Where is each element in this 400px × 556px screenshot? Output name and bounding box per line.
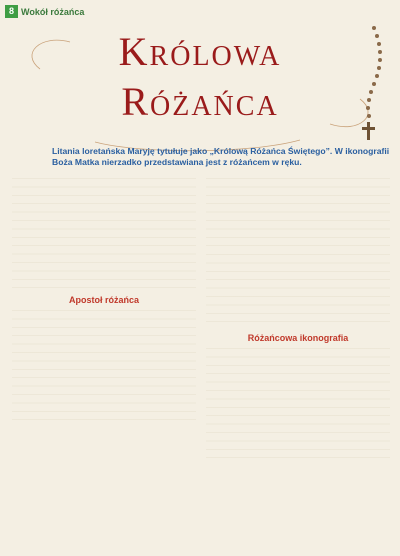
paragraph <box>12 178 196 288</box>
article-column-1 <box>12 178 196 550</box>
article-column-2 <box>206 178 390 550</box>
rosary-illustration <box>334 20 394 160</box>
page-number: 8 <box>5 5 18 18</box>
section-name: Wokół różańca <box>21 6 85 17</box>
paragraph <box>206 254 390 326</box>
title-line-1: Królowa <box>118 29 282 74</box>
title-line-2: Różańca <box>121 79 279 124</box>
section-tab <box>5 5 84 18</box>
lead-paragraph: Litania loretańska Maryję tytułuje jako „Królową Różańca Świętego”. W ikonografii Boża Matka nierzadko przedstawiana jest z różańcem w ręku. <box>52 146 390 167</box>
article-body <box>12 178 390 550</box>
paragraph <box>206 178 390 250</box>
paragraph <box>206 348 390 458</box>
subheading-iconography: Różańcowa ikonografia <box>247 333 349 343</box>
paragraph <box>12 310 196 420</box>
subheading-apostle: Apostoł różańca <box>68 295 139 305</box>
